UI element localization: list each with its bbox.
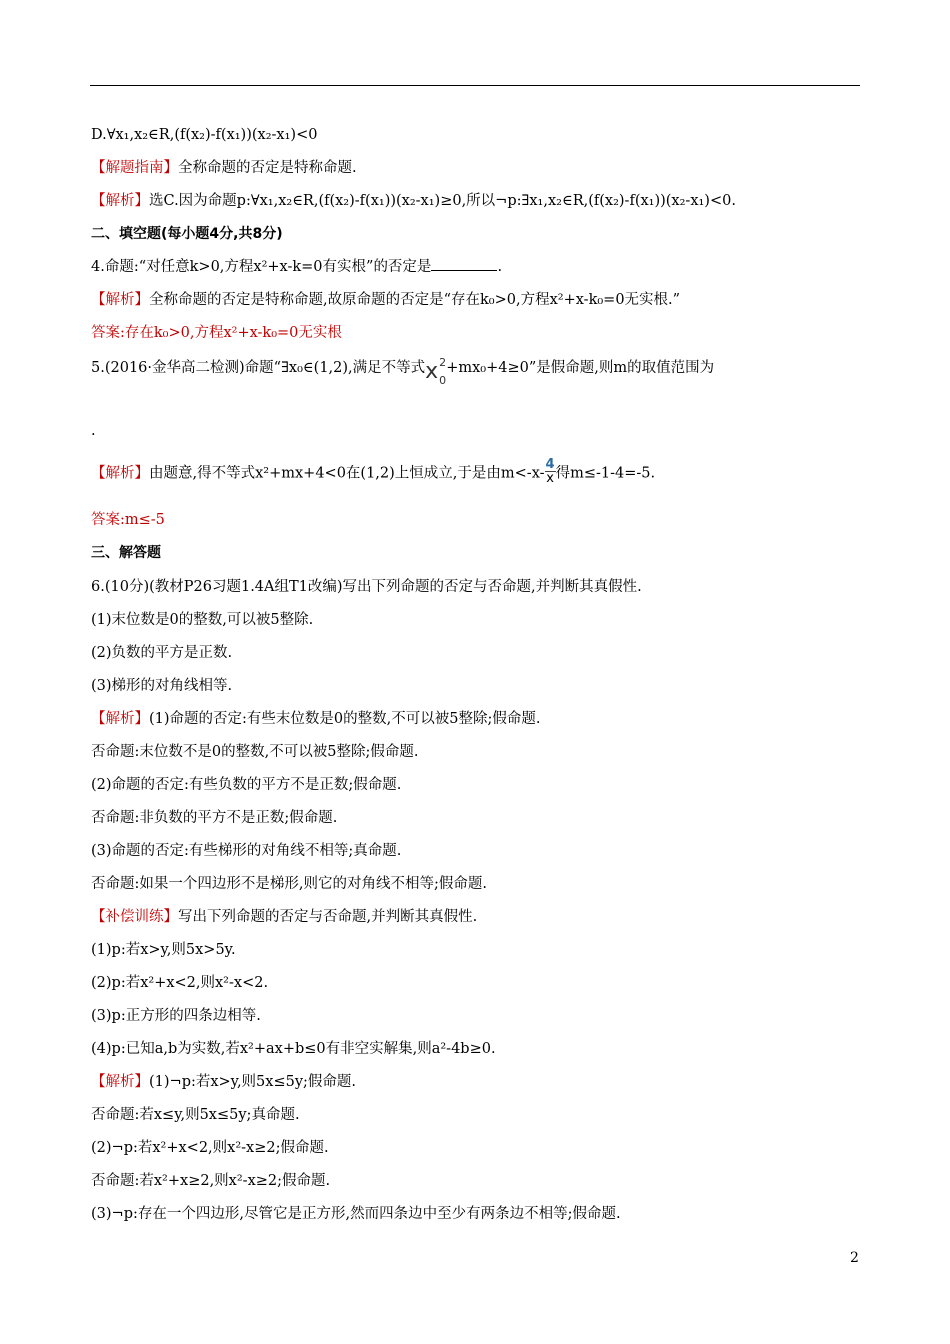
- analysis-6-line-3: (2)命题的否定:有些负数的平方不是正数;假命题.: [91, 777, 402, 793]
- section-fill-blank-heading: 二、填空题(每小题4分,共8分): [91, 226, 283, 242]
- option-d: D.∀x₁,x₂∈R,(f(x₂)-f(x₁))(x₂-x₁)<0: [91, 127, 318, 143]
- section-solution-heading: 三、解答题: [91, 545, 161, 561]
- analysis-6-line-6: 否命题:如果一个四边形不是梯形,则它的对角线不相等;假命题.: [91, 876, 487, 892]
- formula-x: x: [425, 359, 439, 384]
- analysis-tag: 【解析】: [91, 292, 149, 308]
- question-5-blank-end: .: [91, 423, 96, 439]
- analysis-text-b: 得m≤-1-4=-5.: [555, 465, 656, 482]
- question-5-text-b: +mx₀+4≥0”是假命题,则m的取值范围为: [446, 360, 715, 376]
- analysis-supplementary-line-4: 否命题:若x²+x≥2,则x²-x≥2;假命题.: [91, 1173, 331, 1189]
- supplementary-item-2: (2)p:若x²+x<2,则x²-x<2.: [91, 975, 269, 991]
- analysis-supplementary: [91, 1072, 356, 1092]
- question-6-item-1: (1)末位数是0的整数,可以被5整除.: [91, 612, 314, 628]
- fraction-numerator: 4: [545, 457, 555, 472]
- analysis-tag: 【解析】: [91, 193, 149, 209]
- hint-text: 全称命题的否定是特称命题.: [178, 160, 357, 176]
- question-4-text: 4.命题:“对任意k>0,方程x²+x-k=0有实根”的否定是: [91, 259, 432, 275]
- analysis-supplementary-line-3: (2)¬p:若x²+x<2,则x²-x≥2;假命题.: [91, 1140, 329, 1156]
- analysis-text: (1)命题的否定:有些末位数是0的整数,不可以被5整除;假命题.: [149, 711, 541, 727]
- hint-line: [91, 158, 357, 178]
- analysis-supplementary-line-2: 否命题:若x≤y,则5x≤5y;真命题.: [91, 1107, 300, 1123]
- question-5-text-a: 5.(2016·金华高二检测)命题“∃x₀∈(1,2),满足不等式: [91, 360, 426, 376]
- analysis-6: [91, 709, 540, 729]
- answer-blank: [431, 258, 497, 271]
- hint-tag: 【解题指南】: [91, 160, 178, 176]
- supplementary-tag: 【补偿训练】: [91, 909, 178, 925]
- supplementary-text: 写出下列命题的否定与否命题,并判断其真假性.: [178, 909, 478, 925]
- supplementary-item-4: (4)p:已知a,b为实数,若x²+ax+b≤0有非空实解集,则a²-4b≥0.: [91, 1041, 496, 1057]
- question-6: 6.(10分)(教材P26习题1.4A组T1改编)写出下列命题的否定与否命题,并判断其真假性.: [91, 579, 642, 595]
- question-6-item-3: (3)梯形的对角线相等.: [91, 678, 233, 694]
- formula-sup: 2: [439, 356, 447, 369]
- answer-4: 答案:存在k₀>0,方程x²+x-k₀=0无实根: [91, 325, 342, 341]
- analysis-5: [91, 457, 656, 487]
- supplementary-item-3: (3)p:正方形的四条边相等.: [91, 1008, 261, 1024]
- analysis-tag: 【解析】: [91, 711, 149, 727]
- question-4-end: .: [497, 259, 503, 275]
- supplementary-training: [91, 907, 477, 927]
- header-rule: [90, 85, 860, 86]
- analysis-4: [91, 290, 680, 310]
- analysis-text: (1)¬p:若x>y,则5x≤5y;假命题.: [149, 1074, 357, 1090]
- analysis-text: 全称命题的否定是特称命题,故原命题的否定是“存在k₀>0,方程x²+x-k₀=0无实根.”: [149, 292, 681, 308]
- supplementary-item-1: (1)p:若x>y,则5x>5y.: [91, 942, 236, 958]
- question-4: [91, 257, 502, 277]
- analysis-6-line-4: 否命题:非负数的平方不是正数;假命题.: [91, 810, 338, 826]
- analysis-6-line-5: (3)命题的否定:有些梯形的对角线不相等;真命题.: [91, 843, 402, 859]
- fraction-denominator: x: [546, 471, 554, 486]
- analysis-text-a: 由题意,得不等式x²+mx+4<0在(1,2)上恒成立,于是由m<-x-: [149, 465, 545, 482]
- formula-sub: 0: [439, 374, 447, 387]
- question-5: [91, 356, 715, 387]
- fraction-4-over-x: [545, 458, 556, 485]
- analysis-6-line-2: 否命题:末位数不是0的整数,不可以被5整除;假命题.: [91, 744, 419, 760]
- x0-squared-formula: [425, 356, 447, 387]
- page-number: 2: [850, 1250, 859, 1266]
- question-6-item-2: (2)负数的平方是正数.: [91, 645, 233, 661]
- analysis-text: 选C.因为命题p:∀x₁,x₂∈R,(f(x₂)-f(x₁))(x₂-x₁)≥0,所以¬p:∃x₁,x₂∈R,(f(x₂)-f(x₁))(x₂-x₁)<0.: [149, 193, 736, 209]
- analysis-tag: 【解析】: [91, 465, 149, 482]
- answer-5: 答案:m≤-5: [91, 512, 165, 528]
- analysis-tag: 【解析】: [91, 1074, 149, 1090]
- analysis-supplementary-line-5: (3)¬p:存在一个四边形,尽管它是正方形,然而四条边中至少有两条边不相等;假命题.: [91, 1206, 621, 1222]
- analysis-line-3: [91, 191, 736, 211]
